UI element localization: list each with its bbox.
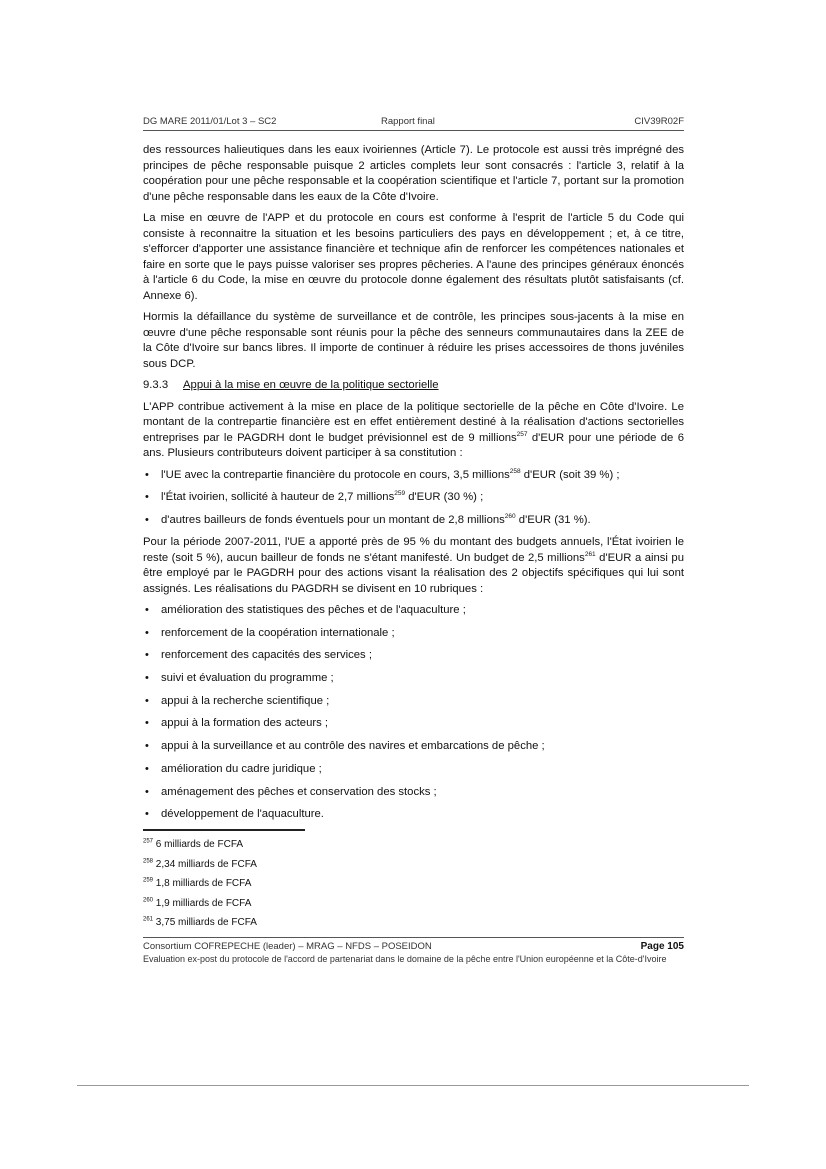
paragraph: La mise en œuvre de l'APP et du protocole en cours est conforme à l'esprit de l'article 5 du Code qui consiste à reconnaitre la situation et les besoins particuliers des pays en développement ; et, à ce titre, s'efforcer d'apporter une assistance financière et technique afin de renforcer les compétences nationales et faire en sorte que le pays puisse valoriser ses propres pêcheries. A l'aune des principes généraux énoncés à l'article 6 du Code, la mise en œuvre du protocole donne également des résultats plutôt satisfaisants (cf. Annexe 6). [143,212,684,302]
page-bottom-divider [77,1085,749,1086]
footnote-number: 258 [143,858,154,865]
footnote-text: 2,34 milliards de FCFA [155,858,257,870]
list-item-text: l'UE avec la contrepartie financière du protocole en cours, 3,5 millions [161,468,510,481]
footnotes [143,838,684,936]
list-item: • renforcement de la coopération internationale ; [143,626,684,642]
list-item-text: l'État ivoirien, sollicité à hauteur de 2,7 millions [161,491,395,503]
footnote-text: 6 milliards de FCFA [155,839,244,850]
page-number: Page 105 [640,941,684,952]
footnote [143,877,684,897]
list-item: • amélioration du cadre juridique ; [143,762,684,778]
footer-consortium: Consortium COFREPECHE (leader) – MRAG – NFDS – POSEIDON [143,941,432,952]
footnote [143,858,684,878]
footnote-ref[interactable]: 258 [509,467,521,475]
footer-subtitle: Evaluation ex-post du protocole de l'accord de partenariat dans le domaine de la pêche entre l'Union européenne et la Côte-d'Ivoire [143,954,667,964]
footnote-text: 3,75 milliards de FCFA [155,917,257,928]
list-item: • amélioration des statistiques des pêches et de l'aquaculture ; [143,603,684,619]
section-number: 9.3.3 [143,379,169,391]
list-item-text: d'EUR (30 %) ; [405,491,484,503]
list-item-text: d'EUR (31 %). [515,513,591,526]
header-title: Rapport final [381,116,435,127]
page-footer [143,937,684,964]
list-item: • suivi et évaluation du programme ; [143,671,684,687]
footnote-ref[interactable]: 260 [504,512,516,520]
header-reference: DG MARE 2011/01/Lot 3 – SC2 [143,116,277,127]
paragraph: Hormis la défaillance du système de surveillance et de contrôle, les principes sous-jacents à la mise en œuvre d'une pêche responsable sont réunis pour la pêche des senneurs communautaires dans la ZEE de la Côte d'Ivoire sur bancs libres. Il importe de continuer à réduire les prises accessoires de thons juvéniles sous DCP. [143,311,684,370]
list-item [143,468,684,484]
paragraph-text: Pour la période 2007-2011, l'UE a apporté près de 95 % du montant des budgets annuels, l'État ivoirien le reste (soit 5 %), aucun bailleur de fonds ne s'étant manifesté. Un budget de 2,5 millions [143,536,684,564]
footnote-number: 261 [143,916,154,923]
list-item: • développement de l'aquaculture. [143,807,684,823]
footnote-text: 1,8 milliards de FCFA [155,878,252,889]
list-item [143,513,684,529]
paragraph: des ressources halieutiques dans les eaux ivoiriennes (Article 7). Le protocole est aussi très imprégné des principes de pêche responsable puisque 2 articles complets leur sont consacrés : l'article 3, relatif à la coopération pour une pêche responsable et la coopération scientifique et l'article 7, portant sur la promotion d'une pêche responsable dans les eaux de la Côte d'Ivoire. [143,144,684,203]
footnote-ref[interactable]: 259 [394,490,406,498]
paragraph-text: L'APP contribue activement à la mise en place de la politique sectorielle de la pêche en Côte d'Ivoire. Le montant de la contrepartie financière est en effet entièrement destiné à la réalisation d'actions sectorielles entreprises par le PAGDRH dont le budget prévisionnel est de 9 millions [143,400,684,444]
footnote-ref[interactable]: 257 [516,430,528,438]
page-header [143,116,684,131]
section-heading [143,378,684,394]
list-item: • appui à la recherche scientifique ; [143,694,684,710]
footnote-ref[interactable]: 261 [584,550,596,558]
paragraph-text: d'EUR a ainsi pu être employé par le PAGDRH pour des actions visant la réalisation des 2 objectifs spécifiques qui lui sont assignés. Les réalisations du PAGDRH se divisent en 10 rubriques : [143,551,684,595]
main-text [143,143,684,830]
footnote [143,897,684,917]
footnote [143,916,684,936]
list-item: • renforcement des capacités des services ; [143,648,684,664]
list-item: • appui à la formation des acteurs ; [143,716,684,732]
footnote [143,838,684,858]
rubrics-list [143,603,684,823]
footnote-number: 257 [143,838,154,845]
list-item: • aménagement des pêches et conservation des stocks ; [143,785,684,801]
list-item [143,490,684,506]
list-item: • appui à la surveillance et au contrôle des navires et embarcations de pêche ; [143,739,684,755]
paragraph [143,400,684,462]
footnote-number: 259 [143,877,154,884]
list-item-text: d'EUR (soit 39 %) ; [520,468,620,481]
list-item-text: d'autres bailleurs de fonds éventuels pour un montant de 2,8 millions [161,513,505,526]
footnote-text: 1,9 milliards de FCFA [155,897,252,909]
section-title: Appui à la mise en œuvre de la politique sectorielle [183,379,439,391]
footnote-separator [143,829,305,831]
contributors-list [143,468,684,529]
paragraph-text: d'EUR pour une période de 6 ans. Plusieurs contributeurs doivent participer à sa constitution : [143,431,684,459]
paragraph [143,535,684,597]
footnote-number: 260 [143,897,154,904]
header-code: CIV39R02F [634,116,684,127]
